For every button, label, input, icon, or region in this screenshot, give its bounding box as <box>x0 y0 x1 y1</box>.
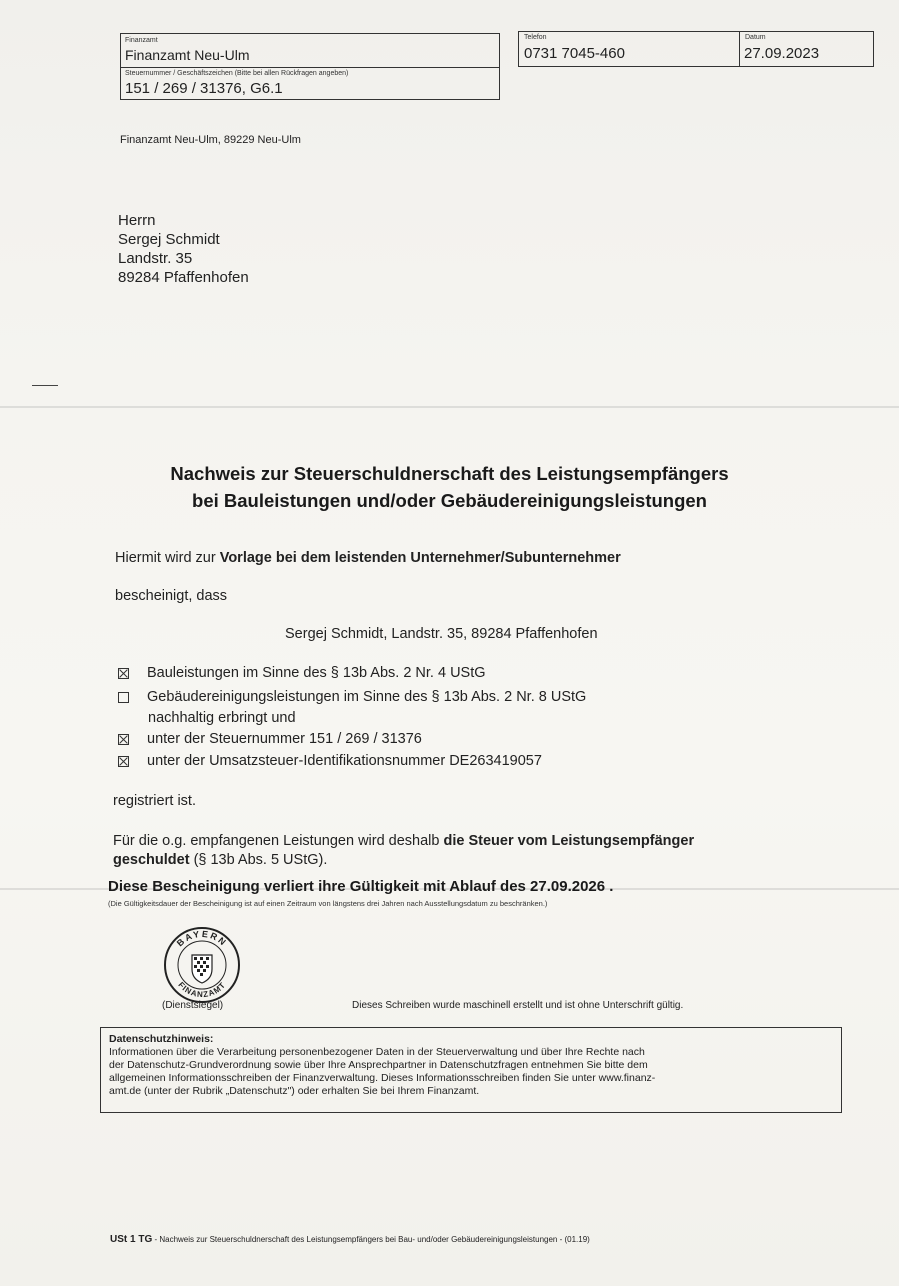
intro-plain: Hiermit wird zur <box>115 550 220 566</box>
official-seal-icon <box>162 925 242 1005</box>
checkbox-checked <box>118 756 129 767</box>
fold-line <box>0 406 899 408</box>
liability-plain: Für die o.g. empfangenen Leistungen wird deshalb <box>113 833 444 849</box>
option-text: Gebäudereinigungsleistungen im Sinne des § 13b Abs. 2 Nr. 8 UStG <box>147 689 587 705</box>
validity-text: Diese Bescheinigung verliert ihre Gültigkeit mit Ablauf des 27.09.2026 . <box>108 878 614 895</box>
phone-label: Telefon <box>524 34 547 41</box>
document-title-line1: Nachweis zur Steuerschuldnerschaft des Leistungsempfängers <box>170 463 729 484</box>
sustained-text: nachhaltig erbringt und <box>148 710 296 726</box>
fold-mark <box>32 385 58 386</box>
recipient-name: Sergej Schmidt <box>118 231 220 248</box>
checkbox-checked <box>118 668 129 679</box>
privacy-heading: Datenschutzhinweis: <box>109 1033 214 1045</box>
recipient-salutation: Herrn <box>118 212 156 229</box>
form-code: USt 1 TG <box>110 1234 153 1245</box>
form-footer-text: - Nachweis zur Steuerschuldnerschaft des Leistungsempfängers bei Bau- und/oder Gebäudereinigungsleistungen - (01.19) <box>152 1235 590 1244</box>
option-text: Bauleistungen im Sinne des § 13b Abs. 2 Nr. 4 UStG <box>147 665 486 681</box>
form-footer <box>110 1234 590 1245</box>
privacy-line: allgemeinen Informationsschreiben der Finanzverwaltung. Dieses Informationsschreiben finden Sie unter www.finanz- <box>109 1072 656 1084</box>
registration-taxnum <box>118 731 422 747</box>
option-bauleistungen <box>118 665 486 681</box>
checkbox-unchecked <box>118 692 129 703</box>
recipient-city: 89284 Pfaffenhofen <box>118 269 249 286</box>
subject-text: Sergej Schmidt, Landstr. 35, 89284 Pfaffenhofen <box>285 626 598 642</box>
checkbox-checked <box>118 734 129 745</box>
option-gebaeudereinigung <box>118 689 586 705</box>
return-address: Finanzamt Neu-Ulm, 89229 Neu-Ulm <box>120 134 301 146</box>
document-title-line2: bei Bauleistungen und/oder Gebäudereinigungsleistungen <box>192 490 707 511</box>
certified-text: bescheinigt, dass <box>115 588 228 604</box>
liability-bold: die Steuer vom Leistungsempfänger <box>443 833 695 849</box>
registration-text: unter der Steuernummer 151 / 269 / 31376 <box>147 731 422 747</box>
registration-vatid <box>118 753 542 769</box>
seal-top-text: BAYERN <box>174 928 230 949</box>
privacy-notice-box <box>100 1027 842 1113</box>
liability-tail: (§ 13b Abs. 5 UStG). <box>189 852 328 868</box>
taxnum-value: 151 / 269 / 31376, G6.1 <box>125 80 283 97</box>
intro-text <box>115 550 621 566</box>
liability-text <box>113 832 833 870</box>
taxnum-label: Steuernummer / Geschäftszeichen (Bitte bei allen Rückfragen angeben) <box>125 70 349 77</box>
validity-note: (Die Gültigkeitsdauer der Bescheinigung ist auf einen Zeitraum von längstens drei Jahren nach Ausstellungsdatum zu beschränken.) <box>108 899 548 908</box>
office-value: Finanzamt Neu-Ulm <box>125 47 250 63</box>
registration-text: unter der Umsatzsteuer-Identifikationsnummer DE263419057 <box>147 753 542 769</box>
office-label: Finanzamt <box>125 37 158 44</box>
privacy-line: Informationen über die Verarbeitung personenbezogener Daten in der Steuerverwaltung und über Ihre Rechte nach <box>109 1046 645 1058</box>
date-value: 27.09.2023 <box>744 45 820 62</box>
privacy-line: amt.de (unter der Rubrik „Datenschutz") oder erhalten Sie bei Ihrem Finanzamt. <box>109 1085 480 1097</box>
liability-bold2: geschuldet <box>113 852 190 868</box>
seal-caption: (Dienstsiegel) <box>162 1000 224 1011</box>
recipient-address <box>118 211 249 287</box>
phone-value: 0731 7045-460 <box>524 45 625 62</box>
seal-bottom-text: FINANZAMT <box>176 980 228 1000</box>
machine-note: Dieses Schreiben wurde maschinell erstellt und ist ohne Unterschrift gültig. <box>352 1000 684 1011</box>
intro-bold: Vorlage bei dem leistenden Unternehmer/Subunternehmer <box>219 550 621 566</box>
registered-text: registriert ist. <box>113 793 196 809</box>
recipient-street: Landstr. 35 <box>118 250 193 267</box>
date-label: Datum <box>745 34 766 41</box>
privacy-line: der Datenschutz-Grundverordnung sowie über Ihre Ansprechpartner in Datenschutzfragen entnehmen Sie bitte dem <box>109 1059 648 1071</box>
